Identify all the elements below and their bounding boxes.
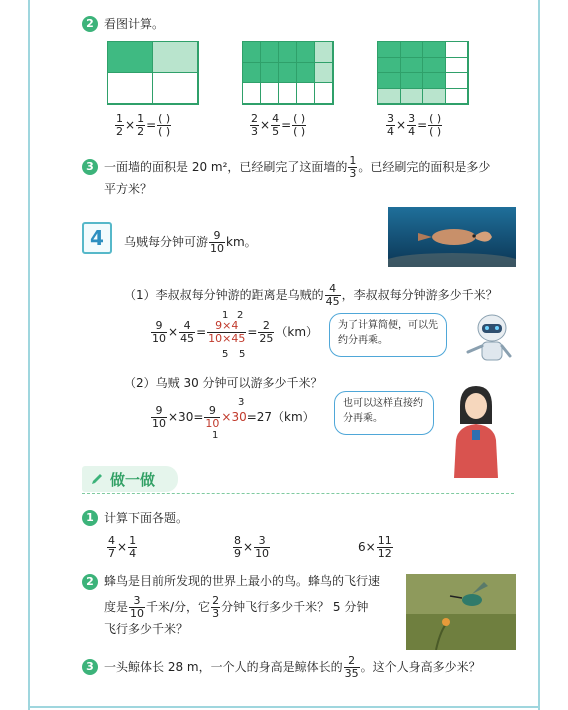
squid-photo bbox=[388, 207, 516, 267]
practice-1-expression-3: 6× $\frac{11}{12}$ bbox=[358, 534, 392, 560]
practice-1-expression-1: $\frac{4}{7}$ × $\frac{1}{4}$ bbox=[108, 534, 137, 560]
problem-3-line-2: 平方米？ bbox=[104, 182, 153, 196]
grid-2-expression: $\frac{2}{3}$ × $\frac{4}{5}$ = $\frac{( )}{( )}$ bbox=[251, 112, 306, 138]
example-4-statement: 乌贼每分钟可游 $\frac{9}{10}$ km。 bbox=[124, 229, 257, 255]
problem-3-line-1: 一面墙的面积是 20 m²，已经刷完了这面墙的 $\frac{1}{3}$ 。已经刷完的面积是多少 bbox=[104, 154, 491, 180]
question-2-solution: $\frac{9}{10}$ ×30= $\frac{9}{10}$ ×30=27（km） bbox=[152, 404, 315, 430]
page-frame-right bbox=[538, 0, 540, 710]
practice-divider bbox=[82, 493, 514, 494]
robot-illustration bbox=[462, 312, 518, 366]
cancel-top-3: 3 bbox=[238, 397, 245, 408]
cancel-bottom-3: 1 bbox=[212, 430, 219, 441]
cancel-bottom-2: 5 bbox=[239, 349, 246, 360]
practice-2-line-2: 度是 $\frac{3}{10}$ 千米/分，它 $\frac{2}{3}$ 分钟飞行多少千米？ 5 分钟 bbox=[104, 594, 369, 620]
problem-2-title: 看图计算。 bbox=[104, 17, 165, 31]
cancel-top-2: 2 bbox=[237, 310, 244, 321]
robot-speech-bubble: 为了计算简便，可以先约分再乘。 bbox=[329, 313, 447, 357]
cancel-bottom-1: 5 bbox=[222, 349, 229, 360]
question-1-solution: $\frac{9}{10}$ × $\frac{4}{45}$ = $\frac{9\times 4}{10\times 45}$ = $\frac{2}{25}$ （km） bbox=[152, 319, 319, 345]
cancel-top-1: 1 bbox=[222, 310, 229, 321]
problem-3-number: 3 bbox=[82, 159, 98, 175]
page-frame-left bbox=[28, 0, 30, 710]
page-frame-bottom bbox=[28, 706, 540, 708]
practice-2-line-3: 飞行多少千米？ bbox=[104, 622, 189, 636]
practice-3-number: 3 bbox=[82, 659, 98, 675]
girl-speech-bubble: 也可以这样直接约分再乘。 bbox=[334, 391, 434, 435]
question-2-text: （2）乌贼 30 分钟可以游多少千米？ bbox=[124, 376, 323, 390]
practice-1-expression-2: $\frac{8}{9}$ × $\frac{3}{10}$ bbox=[234, 534, 270, 560]
example-4-badge: 4 bbox=[82, 222, 112, 254]
fraction-grid-2 bbox=[242, 41, 334, 105]
practice-3-text: 一头鲸体长 28 m，一个人的身高是鲸体长的 $\frac{2}{35}$ 。这个人身高多少米？ bbox=[104, 654, 481, 680]
hummingbird-photo bbox=[406, 574, 516, 650]
grid-1-expression: $\frac{1}{2}$ × $\frac{1}{2}$ = $\frac{( )}{( )}$ bbox=[116, 112, 171, 138]
pencil-icon bbox=[90, 471, 104, 485]
practice-1-title: 计算下面各题。 bbox=[104, 511, 189, 525]
question-1-text: （1）李叔叔每分钟游的距离是乌贼的 $\frac{4}{45}$ ，李叔叔每分钟游多少千米？ bbox=[124, 282, 498, 308]
problem-2-number: 2 bbox=[82, 16, 98, 32]
practice-2-line-1: 蜂鸟是目前所发现的世界上最小的鸟。蜂鸟的飞行速 bbox=[104, 574, 381, 588]
fraction-grid-1 bbox=[107, 41, 199, 105]
grid-3-expression: $\frac{3}{4}$ × $\frac{3}{4}$ = $\frac{( )}{( )}$ bbox=[387, 112, 442, 138]
practice-title: 做一做 bbox=[110, 471, 156, 489]
girl-illustration bbox=[446, 384, 506, 478]
practice-1-number: 1 bbox=[82, 510, 98, 526]
fraction-grid-3 bbox=[377, 41, 469, 105]
practice-2-number: 2 bbox=[82, 574, 98, 590]
